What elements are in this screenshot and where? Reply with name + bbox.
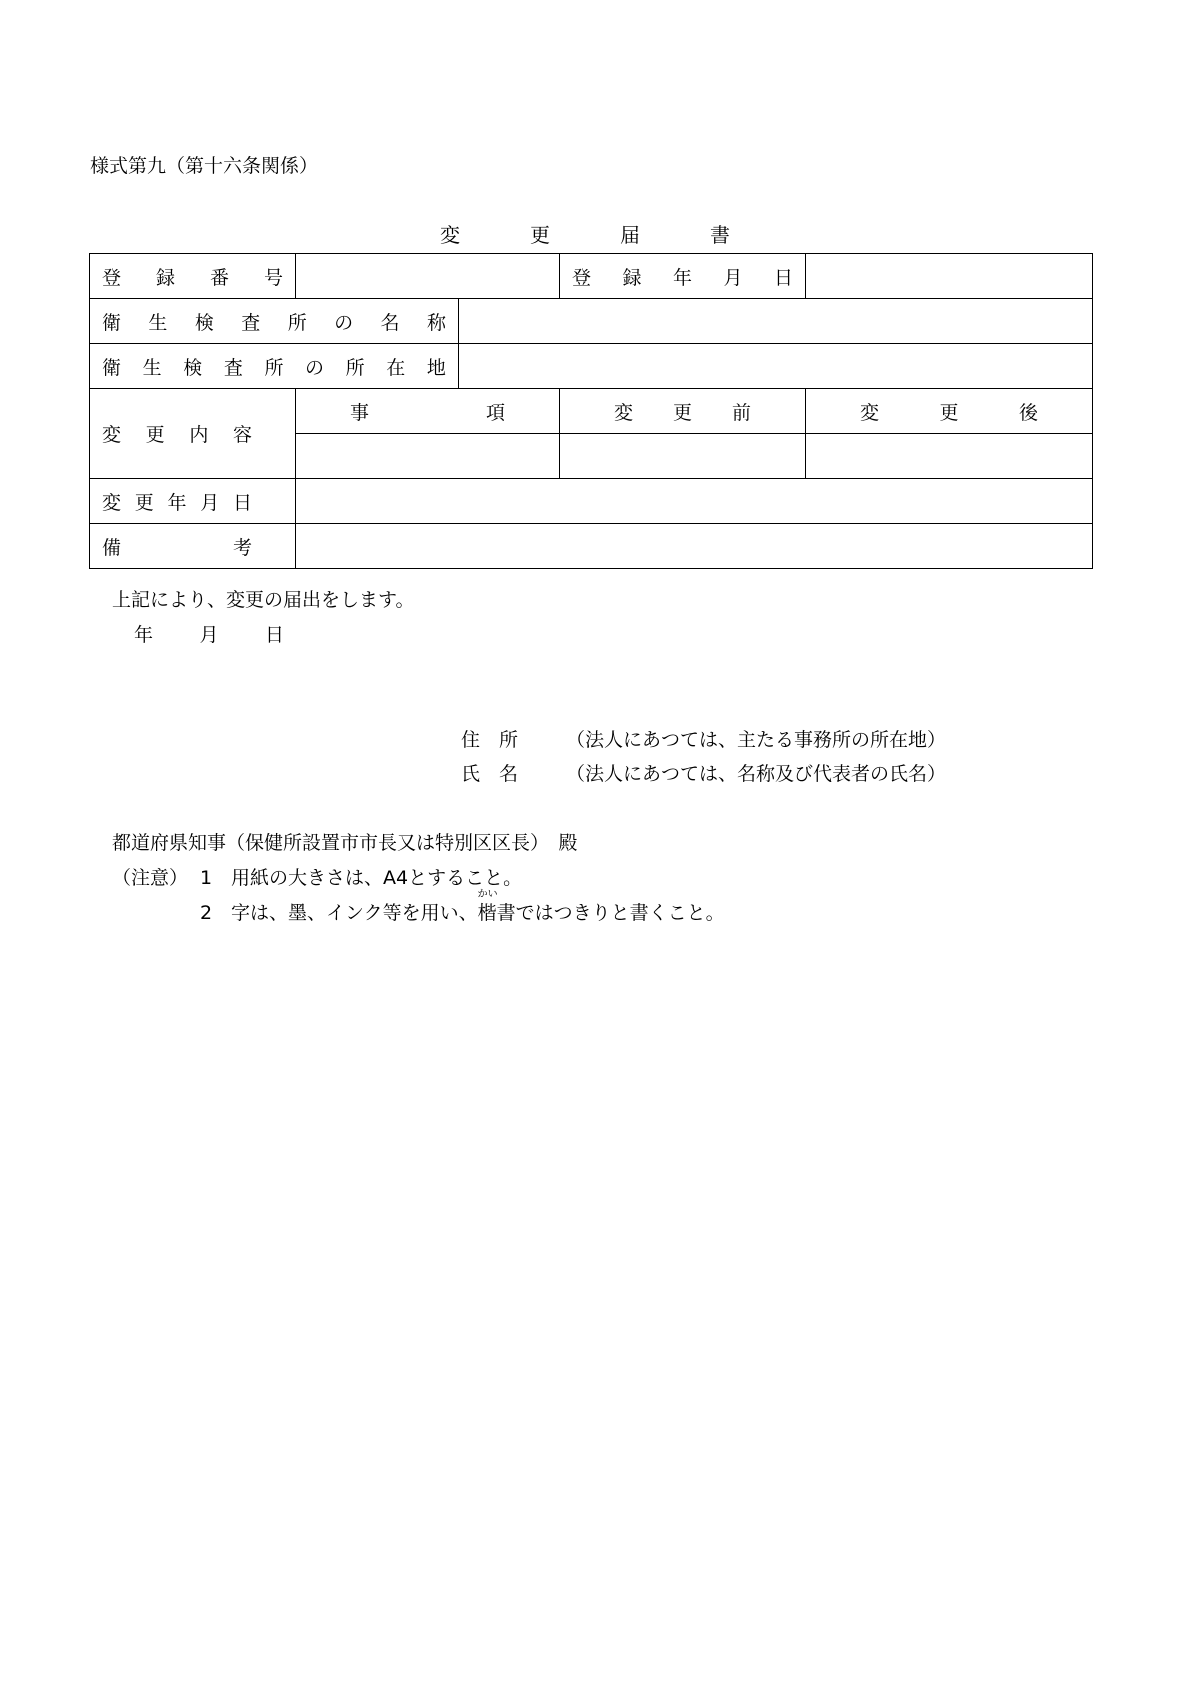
date-line: 年 月 日 — [134, 624, 284, 646]
form-label: 様式第九（第十六条関係） — [90, 155, 319, 177]
before-field[interactable] — [560, 434, 806, 479]
col-after-header: 変 更 後 — [806, 389, 1093, 434]
remarks-label: 備 考 — [90, 524, 296, 569]
note-1-number: 1 — [200, 867, 213, 889]
name-note: （法人にあつては、名称及び代表者の氏名） — [566, 763, 947, 785]
title-char: 書 — [710, 223, 730, 247]
title-char: 届 — [620, 223, 640, 247]
statement: 上記により、変更の届出をします。 — [112, 589, 415, 611]
facility-name-field[interactable] — [459, 299, 1093, 344]
address-note: （法人にあつては、主たる事務所の所在地） — [566, 729, 947, 751]
change-notification-table — [89, 253, 1093, 569]
document-title — [440, 225, 730, 245]
name-label: 氏 名 — [461, 763, 519, 785]
note-2-text: 字は、墨、インク等を用い、 かい 楷書ではつきりと書くこと。 — [231, 889, 725, 924]
change-content-label: 変 更 内 容 — [90, 389, 296, 479]
addressee: 都道府県知事（保健所設置市市長又は特別区区長） 殿 — [112, 832, 578, 854]
col-before-header: 変 更 前 — [560, 389, 806, 434]
reg-date-field[interactable] — [806, 254, 1093, 299]
reg-number-field[interactable] — [296, 254, 560, 299]
note-1-text: 用紙の大きさは、A4とすること。 — [231, 867, 523, 889]
after-field[interactable] — [806, 434, 1093, 479]
title-char: 変 — [440, 223, 460, 247]
remarks-field[interactable] — [296, 524, 1093, 569]
change-date-label: 変 更 年 月 日 — [90, 479, 296, 524]
reg-date-label: 登 録 年 月 日 — [560, 254, 806, 299]
reg-number-label: 登 録 番 号 — [90, 254, 296, 299]
address-label: 住 所 — [461, 729, 519, 751]
facility-name-label: 衛 生 検 査 所 の 名 称 — [90, 299, 459, 344]
title-char: 更 — [530, 223, 550, 247]
note-2-number: 2 — [200, 902, 213, 924]
col-item-header: 事 項 — [296, 389, 560, 434]
facility-address-field[interactable] — [459, 344, 1093, 389]
ruby-reading: かい — [477, 889, 498, 900]
facility-address-label: 衛 生 検 査 所 の 所 在 地 — [90, 344, 459, 389]
notes-label: （注意） — [112, 867, 189, 889]
change-date-field[interactable] — [296, 479, 1093, 524]
item-field[interactable] — [296, 434, 560, 479]
